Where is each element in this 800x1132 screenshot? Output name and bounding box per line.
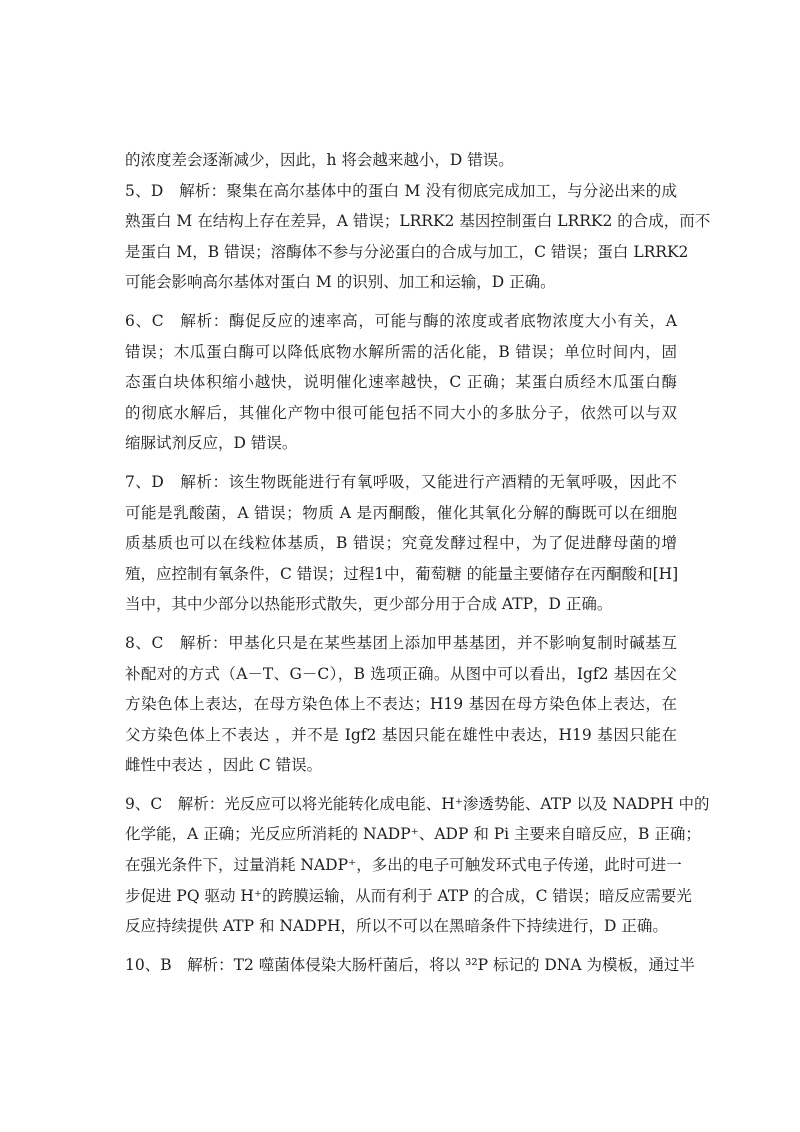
text-line: 是蛋白 M，B 错误；溶酶体不参与分泌蛋白的合成与加工，C 错误；蛋白 LRRK2 [125, 242, 689, 261]
text-line: 熟蛋白 M 在结构上存在差异，A 错误；LRRK2 基因控制蛋白 LRRK2 的合成，而不 [125, 212, 711, 231]
text-line: 方染色体上表达，在母方染色体上不表达；H19 基因在母方染色体上表达，在 [125, 695, 677, 714]
answer-paragraph-6 [125, 306, 677, 459]
text-line: 5、D 解析：聚集在高尔基体中的蛋白 M 没有彻底完成加工，与分泌出来的成 [125, 181, 677, 200]
text-line: 态蛋白块体积缩小越快，说明催化速率越快，C 正确；某蛋白质经木瓜蛋白酶 [125, 373, 677, 392]
text-line: 的浓度差会逐渐减少，因此，h 将会越来越小，D 错误。 [125, 151, 514, 169]
text-line: 反应持续提供 ATP 和 NADPH，所以不可以在黑暗条件下持续进行，D 正确。 [125, 917, 668, 936]
text-line: 质基质也可以在线粒体基质，B 错误；究竟发酵过程中，为了促进酵母菌的增 [125, 534, 677, 553]
text-line: 化学能，A 正确；光反应所消耗的 NADP⁺、ADP 和 Pi 主要来自暗反应，B 正确； [125, 825, 701, 844]
text-line: 殖，应控制有氧条件，C 错误；过程1中，葡萄糖 的能量主要储存在丙酮酸和[H] [125, 564, 679, 583]
answer-paragraph-7 [125, 467, 677, 620]
text-line: 6、C 解析：酶促反应的速率高，可能与酶的浓度或者底物浓度大小有关，A [125, 311, 677, 330]
text-line: 雌性中表达 ，因此 C 错误。 [125, 756, 323, 775]
text-line: 的彻底水解后，其催化产物中很可能包括不同大小的多肽分子，依然可以与双 [125, 403, 677, 422]
answer-paragraph-9 [125, 789, 710, 942]
text-line: 10、B 解析：T2 噬菌体侵染大肠杆菌后，将以 ³²P 标记的 DNA 为模板，通过半 [125, 955, 695, 974]
answer-paragraph-5 [125, 176, 711, 298]
text-line: 7、D 解析：该生物既能进行有氧呼吸，又能进行产酒精的无氧呼吸，因此不 [125, 472, 677, 491]
answer-explanations [125, 145, 711, 980]
text-line: 缩脲试剂反应，D 错误。 [125, 434, 298, 453]
text-line: 补配对的方式（A－T、G－C），B 选项正确。从图中可以看出，Igf2 基因在父 [125, 664, 677, 683]
text-line: 父方染色体上不表达 ，并不是 Igf2 基因只能在雄性中表达，H19 基因只能在 [125, 725, 677, 744]
text-line: 可能是乳酸菌，A 错误；物质 A 是丙酮酸，催化其氧化分解的酶既可以在细胞 [125, 503, 677, 522]
text-line: 当中，其中少部分以热能形式散失，更少部分用于合成 ATP，D 正确。 [125, 595, 613, 614]
text-line: 8、C 解析：甲基化只是在某些基团上添加甲基基团，并不影响复制时碱基互 [125, 633, 677, 652]
text-line: 步促进 PQ 驱动 H⁺的跨膜运输，从而有利于 ATP 的合成，C 错误；暗反应需要光 [125, 886, 692, 905]
text-line: 错误；木瓜蛋白酶可以降低底物水解所需的活化能，B 错误；单位时间内，固 [125, 342, 677, 361]
answer-paragraph-10 [125, 950, 695, 981]
text-line: 在强光条件下，过量消耗 NADP⁺，多出的电子可触发环式电子传递，此时可进一 [125, 856, 682, 875]
paragraph-continuation [125, 145, 677, 176]
text-line: 可能会影响高尔基体对蛋白 M 的识别、加工和运输，D 正确。 [125, 273, 556, 292]
answer-paragraph-8 [125, 628, 677, 781]
text-line: 9、C 解析：光反应可以将光能转化成电能、H⁺渗透势能、ATP 以及 NADPH 中的 [125, 794, 710, 813]
